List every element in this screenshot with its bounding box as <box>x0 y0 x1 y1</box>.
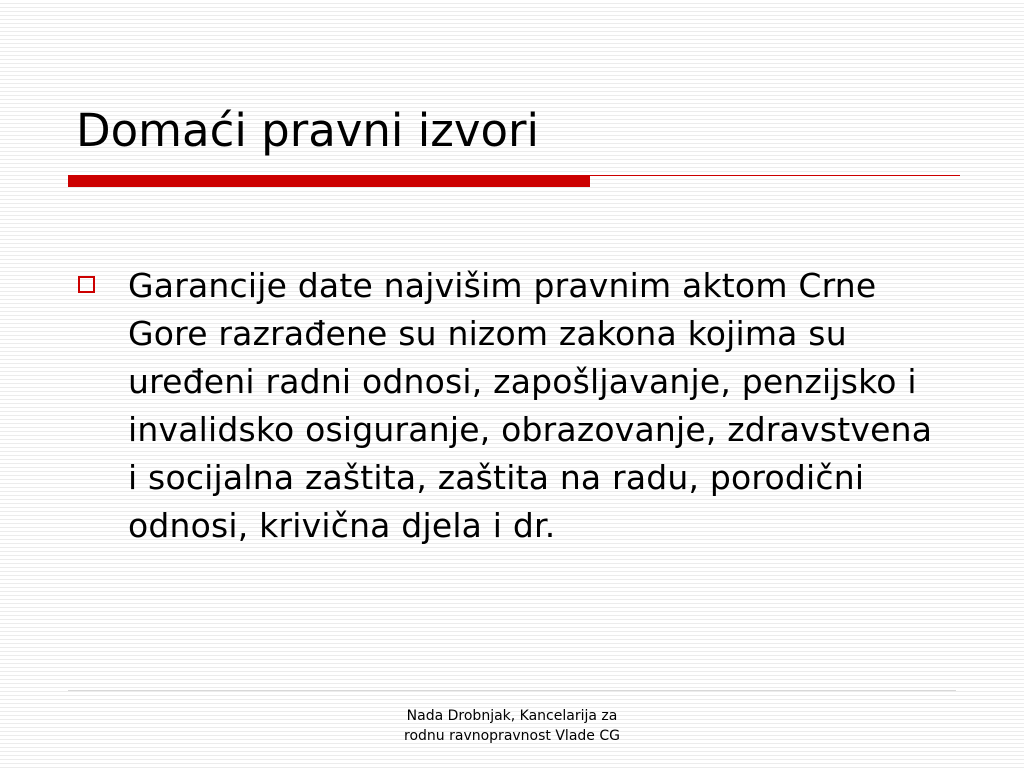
footer-line-2: rodnu ravnopravnost Vlade CG <box>404 728 620 744</box>
bullet-text: Garancije date najvišim pravnim aktom Crne Gore razrađene su nizom zakona kojima su uređeni radni odnosi, zapošljavanje, penzijsko i invalidsko osiguranje, obrazovanje, zdravstvena i socijalna zaštita, zaštita na radu, porodični odnosi, krivična djela i dr. <box>128 266 933 545</box>
slide-title: Domaći pravni izvori <box>76 104 540 157</box>
title-underline-thick <box>68 175 590 187</box>
title-underline-thin <box>590 175 960 176</box>
bullet-item <box>76 262 946 550</box>
hollow-square-bullet-icon <box>78 276 95 293</box>
footer-divider <box>68 690 956 691</box>
footer-credit <box>362 706 662 746</box>
bullet-list <box>76 262 946 550</box>
footer-line-1: Nada Drobnjak, Kancelarija za <box>406 708 618 724</box>
